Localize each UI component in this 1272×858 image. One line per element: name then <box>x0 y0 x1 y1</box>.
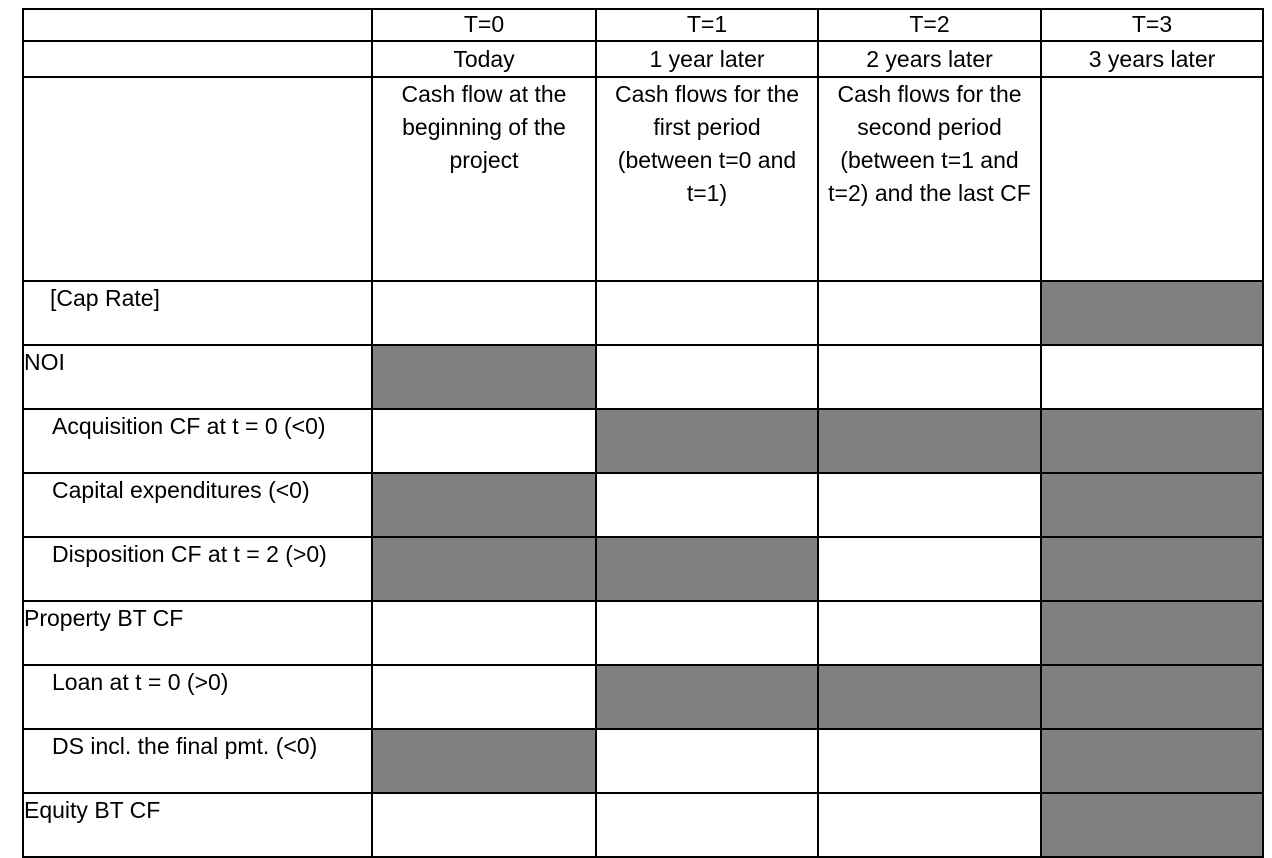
shaded-cell <box>1041 729 1263 793</box>
value-cell[interactable] <box>372 409 596 473</box>
header-corner-cell <box>23 77 372 281</box>
shaded-cell <box>372 473 596 537</box>
shaded-cell <box>1041 665 1263 729</box>
header-period-t3: T=3 <box>1041 9 1263 41</box>
value-cell[interactable] <box>596 793 818 857</box>
header-desc-t3 <box>1041 77 1263 281</box>
header-desc-t2: Cash flows for the second period (between t=1 and t=2) and the last CF <box>818 77 1041 281</box>
shaded-cell <box>596 537 818 601</box>
value-cell[interactable] <box>596 729 818 793</box>
row-label: Property BT CF <box>23 601 372 665</box>
shaded-cell <box>818 409 1041 473</box>
table-row-noi <box>23 345 1263 409</box>
shaded-cell <box>1041 601 1263 665</box>
shaded-cell <box>372 729 596 793</box>
header-row-description <box>23 77 1263 281</box>
cash-flow-table <box>22 8 1264 858</box>
value-cell[interactable] <box>596 281 818 345</box>
value-cell[interactable] <box>818 281 1041 345</box>
row-label: Acquisition CF at t = 0 (<0) <box>23 409 372 473</box>
value-cell[interactable] <box>818 345 1041 409</box>
table-row-cap-rate <box>23 281 1263 345</box>
shaded-cell <box>1041 793 1263 857</box>
value-cell[interactable] <box>372 601 596 665</box>
value-cell[interactable] <box>372 665 596 729</box>
header-corner-cell <box>23 41 372 77</box>
table-row-capital-expenditures <box>23 473 1263 537</box>
value-cell[interactable] <box>596 345 818 409</box>
shaded-cell <box>818 665 1041 729</box>
row-label: Disposition CF at t = 2 (>0) <box>23 537 372 601</box>
value-cell[interactable] <box>818 537 1041 601</box>
row-label: Capital expenditures (<0) <box>23 473 372 537</box>
header-row-period <box>23 9 1263 41</box>
header-when-t1: 1 year later <box>596 41 818 77</box>
value-cell[interactable] <box>818 793 1041 857</box>
header-when-t2: 2 years later <box>818 41 1041 77</box>
row-label: Loan at t = 0 (>0) <box>23 665 372 729</box>
row-label: Equity BT CF <box>23 793 372 857</box>
row-label: [Cap Rate] <box>23 281 372 345</box>
header-period-t0: T=0 <box>372 9 596 41</box>
header-row-when <box>23 41 1263 77</box>
row-label: DS incl. the final pmt. (<0) <box>23 729 372 793</box>
shaded-cell <box>1041 409 1263 473</box>
shaded-cell <box>1041 281 1263 345</box>
shaded-cell <box>372 537 596 601</box>
value-cell[interactable] <box>818 473 1041 537</box>
shaded-cell <box>372 345 596 409</box>
value-cell[interactable] <box>372 281 596 345</box>
table-row-loan <box>23 665 1263 729</box>
table-row-debt-service <box>23 729 1263 793</box>
header-when-t3: 3 years later <box>1041 41 1263 77</box>
value-cell[interactable] <box>596 601 818 665</box>
header-period-t2: T=2 <box>818 9 1041 41</box>
shaded-cell <box>596 665 818 729</box>
shaded-cell <box>1041 473 1263 537</box>
header-desc-t1: Cash flows for the first period (between t=0 and t=1) <box>596 77 818 281</box>
table-row-acquisition-cf <box>23 409 1263 473</box>
value-cell[interactable] <box>372 793 596 857</box>
table-row-disposition-cf <box>23 537 1263 601</box>
shaded-cell <box>1041 537 1263 601</box>
header-when-t0: Today <box>372 41 596 77</box>
header-period-t1: T=1 <box>596 9 818 41</box>
shaded-cell <box>596 409 818 473</box>
value-cell[interactable] <box>818 601 1041 665</box>
row-label: NOI <box>23 345 372 409</box>
value-cell[interactable] <box>818 729 1041 793</box>
value-cell[interactable] <box>596 473 818 537</box>
table-row-equity-bt-cf <box>23 793 1263 857</box>
header-desc-t0: Cash flow at the beginning of the project <box>372 77 596 281</box>
header-corner-cell <box>23 9 372 41</box>
value-cell[interactable] <box>1041 345 1263 409</box>
table-row-property-bt-cf <box>23 601 1263 665</box>
